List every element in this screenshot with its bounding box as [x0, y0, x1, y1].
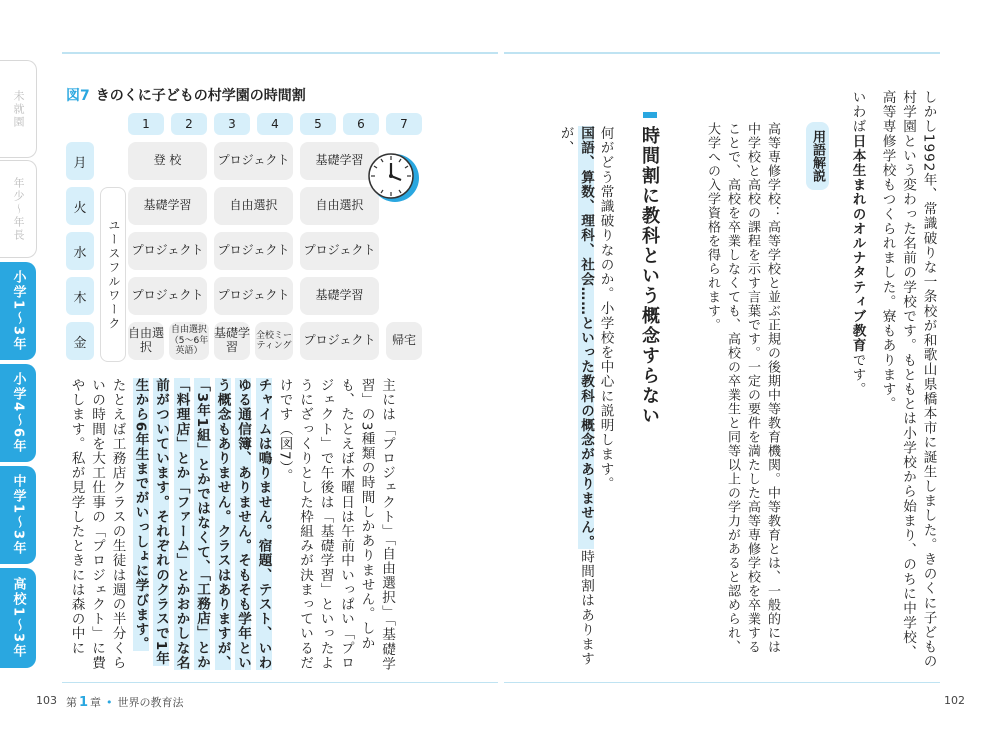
- period-header: 1: [128, 113, 164, 135]
- timetable-cell: 自由選択（5〜6年英語）: [169, 322, 209, 360]
- timetable-cell: 帰宅: [386, 322, 422, 360]
- usefulwork-band: ユースフルワーク: [100, 187, 126, 362]
- right-page-number: 102: [944, 694, 965, 707]
- side-tab-shogaku-1-3[interactable]: [0, 262, 36, 360]
- timetable-cell: 登 校: [128, 142, 207, 180]
- side-tab-label: 小学4〜6年: [10, 371, 26, 455]
- day-label-mon: 月: [66, 142, 94, 180]
- right-para-1: しかし1992年、常識破りな一条校が和歌山県橋本市に誕生しました。きのくに子どもの村学園という変わった名前の学校です。もともとは小学校から始まり、のちに中学校、高等専修学校もつくられました。寮もあります。: [879, 90, 937, 669]
- bottom-divider-right: [504, 682, 940, 683]
- right-para-3: 何がどう常識破りなのか。小学校を中心に説明します。: [597, 126, 614, 491]
- timetable-cell: 全校ミーティング: [255, 322, 293, 360]
- chapter-footer: [66, 694, 184, 710]
- timetable-cell: プロジェクト: [214, 142, 293, 180]
- section-heading: 時間割に教科という概念すらない: [639, 126, 660, 426]
- heading-bar: [643, 112, 657, 118]
- timetable-cell: プロジェクト: [128, 232, 207, 270]
- side-tab-label: 小学1〜3年: [10, 269, 26, 353]
- timetable-cell: プロジェクト: [128, 277, 207, 315]
- side-tab-nensho[interactable]: [0, 160, 37, 258]
- period-header: 5: [300, 113, 336, 135]
- right-para-2: [847, 90, 868, 670]
- timetable-cell: プロジェクト: [300, 232, 379, 270]
- side-tab-label: 年少〜年長: [12, 176, 25, 242]
- right-para-4-tail: 時間割はありますが、: [557, 126, 594, 667]
- figure-title: [66, 85, 306, 105]
- timetable-cell: プロジェクト: [300, 322, 379, 360]
- right-para-2-bold: 日本生まれのオルナタティブ教育: [849, 133, 866, 353]
- period-header: 6: [343, 113, 379, 135]
- side-tab-mishugaku[interactable]: [0, 60, 37, 158]
- period-header: 4: [257, 113, 293, 135]
- side-tab-koko[interactable]: [0, 568, 36, 668]
- right-para-4: [555, 126, 596, 671]
- timetable-cell: 基礎学習: [300, 142, 379, 180]
- side-tab-label: 未就園: [12, 89, 25, 129]
- chapter-prefix: 第: [66, 696, 77, 709]
- chapter-title: 世界の教育法: [117, 696, 184, 709]
- timetable-cell: 自由選択: [128, 322, 164, 360]
- term-label: 用語解説: [806, 122, 829, 190]
- clock-icon: [364, 150, 420, 206]
- timetable-cell: プロジェクト: [214, 232, 293, 270]
- period-header: 3: [214, 113, 250, 135]
- timetable-cell: 基礎学習: [128, 187, 207, 225]
- right-para-2-lead: いわば: [849, 90, 866, 134]
- day-label-wed: 水: [66, 232, 94, 270]
- side-tab-label: 中学1〜3年: [10, 473, 26, 557]
- right-para-4-bold: 国語、算数、理科、社会……といった教科の概念がありません。: [578, 126, 594, 550]
- left-body-highlight: チャイムは鳴りません。宿題、テスト、いわゆる通信簿、ありません。そもそも学年という概念もありません。クラスはありますが、「3年1組」とかではなくて、「工務店」とか「料理店」とか「ファーム」とかおかしな名前がついています。それぞれのクラスで1年生から6年生までがいっしょに学びます。: [132, 378, 272, 670]
- left-body-text-1: 主には「プロジェクト」「自由選択」「基礎学習」の3種類の時間しかありません。しかも、たとえば木曜日は午前中いっぱい「プロジェクト」で午後は「基礎学習」といったようにざっくりとした枠組みが決まっているだけです（図7）。: [276, 378, 395, 671]
- timetable-cell: プロジェクト: [214, 277, 293, 315]
- side-tab-label: 高校1〜3年: [10, 576, 26, 660]
- figure-title-text: きのくに子どもの村学園の時間割: [95, 88, 306, 104]
- day-label-fri: 金: [66, 322, 94, 360]
- left-body-text-3: たとえば工務店クラスの生徒は週の半分くらいの時間を大工仕事の「プロジェクト」に費やします。私が見学したときには森の中に: [68, 378, 126, 670]
- right-para-2-tail: です。: [849, 352, 866, 397]
- chapter-number: 1: [79, 695, 89, 710]
- timetable-cell: 基礎学習: [300, 277, 379, 315]
- day-label-thu: 木: [66, 277, 94, 315]
- period-header: 7: [386, 113, 422, 135]
- top-divider-left: [62, 52, 498, 54]
- period-header: 2: [171, 113, 207, 135]
- chapter-separator-icon: •: [106, 696, 113, 709]
- timetable-cell: 基礎学習: [214, 322, 250, 360]
- side-tab-chugaku[interactable]: [0, 466, 36, 564]
- left-body-text-2: [130, 378, 274, 678]
- day-label-tue: 火: [66, 187, 94, 225]
- bottom-divider-left: [62, 682, 498, 683]
- timetable-cell: 自由選択: [300, 187, 379, 225]
- figure-label: 図7: [66, 88, 90, 104]
- timetable-cell: 自由選択: [214, 187, 293, 225]
- term-text: 高等専修学校：高等学校と並ぶ正規の後期中等教育機関。中等教育とは、一般的には中学校と高校の課程を示す言葉です。一定の要件を満たした高等専修学校を卒業することで、高校を卒業しなくても、高校の卒業生と同等以上の学力があると認められ、大学への入学資格を得られます。: [705, 122, 780, 654]
- left-page-number: 103: [36, 694, 57, 707]
- top-divider-right: [504, 52, 940, 54]
- chapter-suffix: 章: [90, 696, 102, 709]
- side-tab-shogaku-4-6[interactable]: [0, 364, 36, 462]
